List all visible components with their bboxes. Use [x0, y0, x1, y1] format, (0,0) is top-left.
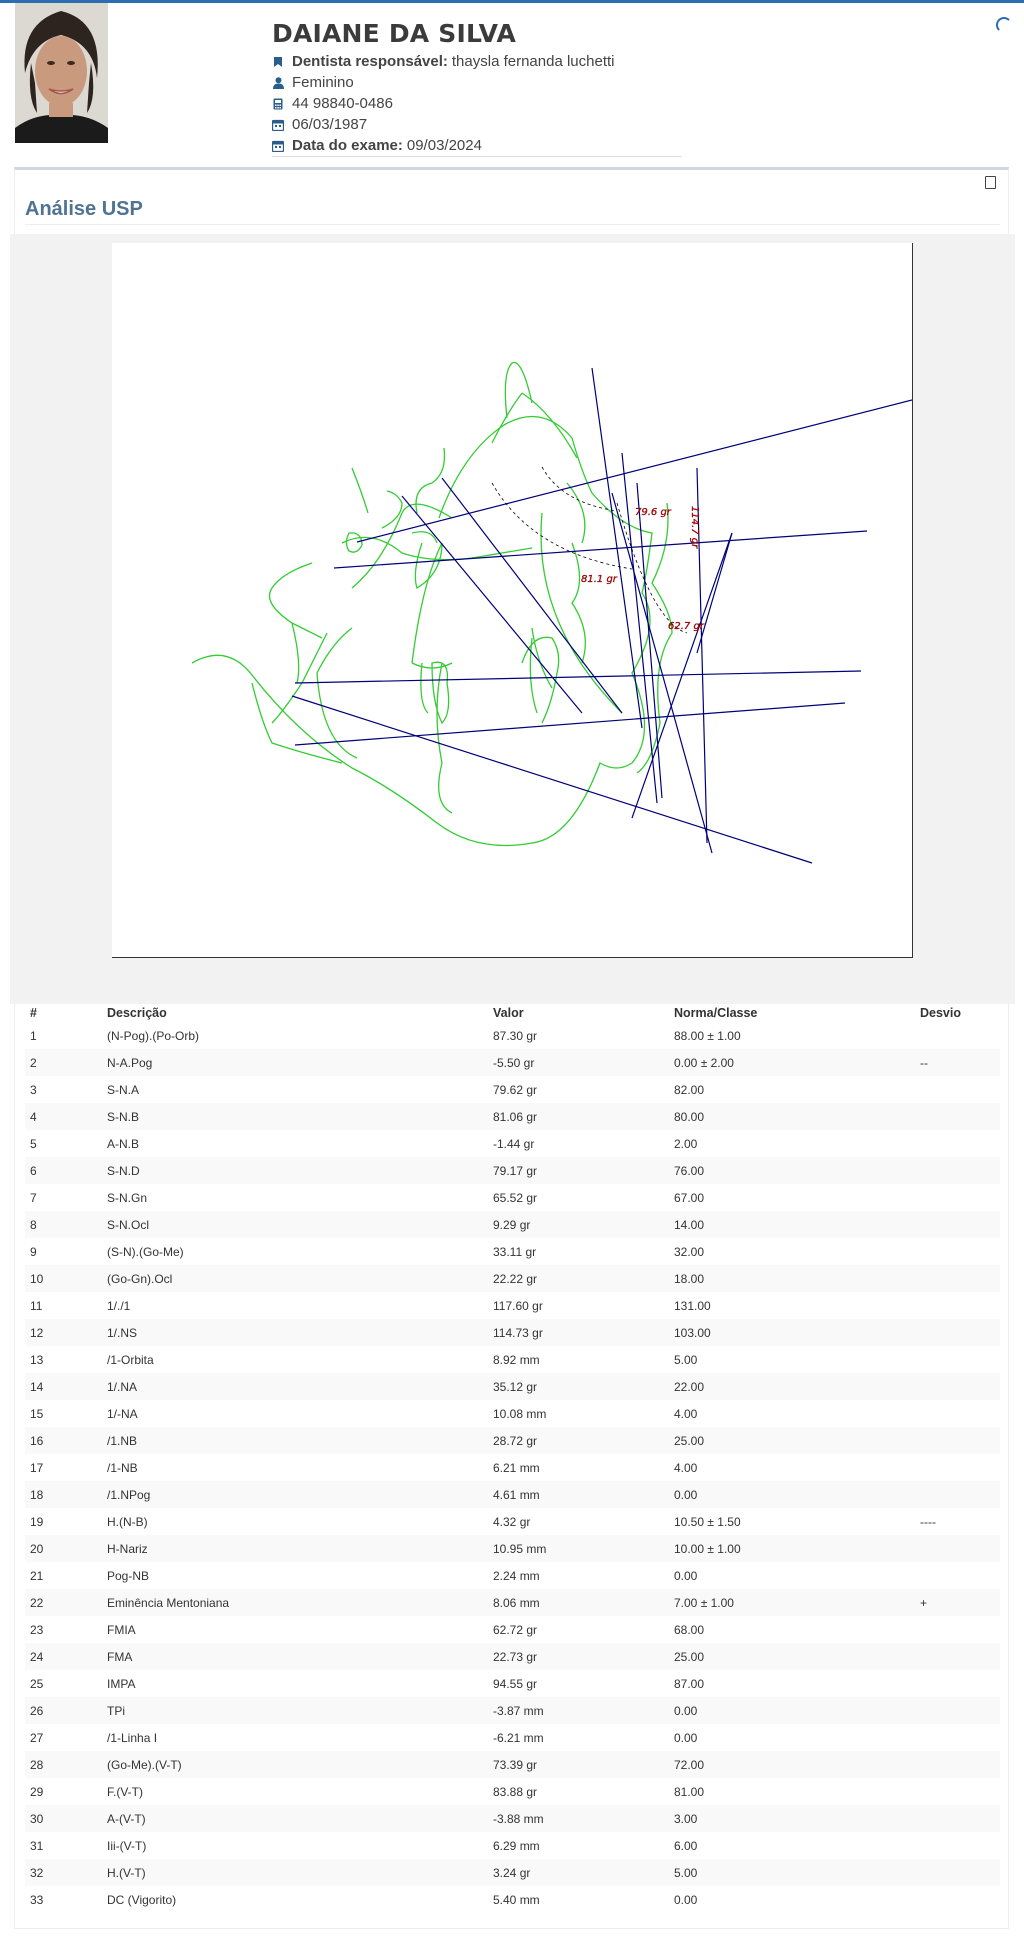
- cell-value: 8.92 mm: [493, 1352, 540, 1367]
- cell-norm: 80.00: [669, 1103, 915, 1130]
- cell-description: (S-N).(Go-Me): [107, 1244, 184, 1259]
- cell-description: FMIA: [107, 1622, 136, 1637]
- cell-number: 32: [25, 1859, 102, 1886]
- table-row: [25, 1724, 1000, 1751]
- cell-value: 79.17 gr: [488, 1157, 669, 1184]
- cell-description: IMPA: [107, 1676, 136, 1691]
- cell-number: 9: [30, 1244, 37, 1259]
- cephalometric-tracing: [112, 243, 912, 957]
- cell-number: 31: [30, 1838, 44, 1853]
- patient-name: DAIANE DA SILVA: [272, 19, 517, 48]
- table-row: [25, 1805, 1000, 1832]
- column-header-description: Descrição: [107, 1005, 167, 1020]
- table-row: [25, 1103, 1000, 1130]
- cell-value: 114.73 gr: [488, 1319, 669, 1346]
- cell-number: 33: [30, 1892, 44, 1907]
- cell-deviation: [915, 1265, 1000, 1292]
- cell-norm: 0.00: [674, 1892, 698, 1907]
- cell-value: 10.95 mm: [488, 1535, 669, 1562]
- cell-number: 25: [30, 1676, 44, 1691]
- cell-value: 79.62 gr: [493, 1082, 538, 1097]
- cell-norm: 131.00: [674, 1298, 711, 1313]
- cell-value: -1.44 gr: [493, 1136, 535, 1151]
- cell-deviation: [915, 1292, 1000, 1319]
- table-row: [25, 1832, 1000, 1859]
- table-row: [25, 1751, 1000, 1778]
- cell-deviation: [915, 1724, 1000, 1751]
- cell-deviation: [915, 1373, 1000, 1400]
- cell-value: 22.22 gr: [488, 1265, 669, 1292]
- cell-deviation: [915, 1076, 1000, 1103]
- cell-value: 87.30 gr: [493, 1028, 538, 1043]
- cell-description: Pog-NB: [107, 1568, 150, 1583]
- cell-value: -6.21 mm: [493, 1730, 544, 1745]
- exam-label: Data do exame:: [292, 137, 403, 154]
- cell-norm: 72.00: [669, 1751, 915, 1778]
- tracing-contours: [192, 363, 672, 846]
- cell-description: H.(V-T): [102, 1859, 488, 1886]
- cell-description: /1-NB: [107, 1460, 138, 1475]
- cell-deviation: [915, 1616, 1000, 1643]
- cell-value: 81.06 gr: [488, 1103, 669, 1130]
- table-row: [25, 1049, 1000, 1076]
- cell-number: 14: [25, 1373, 102, 1400]
- cell-value: 117.60 gr: [493, 1298, 543, 1313]
- cell-number: 19: [30, 1514, 44, 1529]
- cell-number: 18: [25, 1481, 102, 1508]
- column-header-number: #: [30, 1005, 37, 1020]
- cell-number: 21: [30, 1568, 44, 1583]
- cell-number: 27: [30, 1730, 44, 1745]
- cell-description: Eminência Mentoniana: [102, 1589, 488, 1616]
- cell-number: 6: [25, 1157, 102, 1184]
- birth-date: 06/03/1987: [292, 116, 368, 133]
- calendar-icon: [272, 118, 284, 131]
- cell-number: 15: [30, 1406, 44, 1421]
- cell-deviation: +: [915, 1589, 1000, 1616]
- cell-deviation: [915, 1319, 1000, 1346]
- cell-number: 12: [25, 1319, 102, 1346]
- cell-norm: 6.00: [674, 1838, 698, 1853]
- table-row: [25, 1076, 1000, 1103]
- angle-label: 79.6 gr: [635, 507, 671, 518]
- cell-deviation: [915, 1562, 1000, 1589]
- cell-deviation: [915, 1157, 1000, 1184]
- cell-number: 26: [25, 1697, 102, 1724]
- tracing-lines: [292, 368, 912, 863]
- table-row: [25, 1400, 1000, 1427]
- cell-norm: 18.00: [669, 1265, 915, 1292]
- phone-value: 44 98840-0486: [292, 95, 393, 112]
- cell-deviation: [915, 1454, 1000, 1481]
- table-row: [25, 1454, 1000, 1481]
- cell-deviation: [915, 1643, 1000, 1670]
- cell-description: H-Nariz: [102, 1535, 488, 1562]
- cell-number: 1: [30, 1028, 37, 1043]
- cell-norm: 32.00: [674, 1244, 705, 1259]
- cell-number: 28: [25, 1751, 102, 1778]
- cell-description: /1.NB: [102, 1427, 488, 1454]
- table-row: [25, 1670, 1000, 1697]
- calendar-icon: [272, 139, 284, 152]
- cell-value: 65.52 gr: [493, 1190, 538, 1205]
- cell-description: DC (Vigorito): [107, 1892, 177, 1907]
- cell-description: N-A.Pog: [102, 1049, 488, 1076]
- dentist-label: Dentista responsável:: [292, 53, 448, 70]
- cell-norm: 0.00: [674, 1730, 698, 1745]
- cell-deviation: [915, 1211, 1000, 1238]
- cell-number: 30: [25, 1805, 102, 1832]
- dentist-row: [272, 51, 682, 72]
- cell-number: 8: [25, 1211, 102, 1238]
- cell-description: A-N.B: [107, 1136, 140, 1151]
- cell-value: 35.12 gr: [488, 1373, 669, 1400]
- cell-value: -3.87 mm: [488, 1697, 669, 1724]
- cell-deviation: [915, 1859, 1000, 1886]
- cell-norm: 0.00 ± 2.00: [669, 1049, 915, 1076]
- cell-deviation: [915, 1184, 1000, 1211]
- cell-value: 28.72 gr: [488, 1427, 669, 1454]
- cell-norm: 10.50 ± 1.50: [674, 1514, 741, 1529]
- cell-deviation: [915, 1670, 1000, 1697]
- cell-norm: 68.00: [674, 1622, 705, 1637]
- cell-value: 5.40 mm: [493, 1892, 540, 1907]
- cell-norm: 5.00: [669, 1859, 915, 1886]
- column-header-value: Valor: [493, 1005, 524, 1020]
- cell-norm: 82.00: [674, 1082, 705, 1097]
- table-row: [25, 1589, 1000, 1616]
- cell-deviation: [915, 1535, 1000, 1562]
- cell-deviation: [915, 1130, 1000, 1157]
- cell-deviation: [915, 1481, 1000, 1508]
- table-row: [25, 1481, 1000, 1508]
- dentist-value: thaysla fernanda luchetti: [451, 53, 615, 70]
- phone-row: [272, 93, 682, 114]
- cell-description: 1/./1: [107, 1298, 131, 1313]
- cell-description: S-N.D: [102, 1157, 488, 1184]
- table-row: [25, 1184, 1000, 1211]
- cell-description: H.(N-B): [107, 1514, 148, 1529]
- cell-value: 8.06 mm: [488, 1589, 669, 1616]
- cell-description: F.(V-T): [107, 1784, 143, 1799]
- exam-row: [272, 135, 682, 156]
- results-table: [25, 1003, 1000, 1913]
- table-row: [25, 1157, 1000, 1184]
- cell-norm: 2.00: [674, 1136, 698, 1151]
- cell-number: 16: [25, 1427, 102, 1454]
- cell-description: 1/.NA: [102, 1373, 488, 1400]
- cell-number: 10: [25, 1265, 102, 1292]
- cell-description: 1/.NS: [102, 1319, 488, 1346]
- cell-norm: 22.00: [669, 1373, 915, 1400]
- cell-description: /1-Orbita: [107, 1352, 154, 1367]
- table-row: [25, 1265, 1000, 1292]
- column-header-norm: Norma/Classe: [674, 1005, 758, 1020]
- cell-description: (Go-Gn).Ocl: [102, 1265, 488, 1292]
- cell-value: 94.55 gr: [493, 1676, 538, 1691]
- cell-description: A-(V-T): [102, 1805, 488, 1832]
- table-row: [25, 1373, 1000, 1400]
- panel-title: Análise USP: [25, 198, 143, 220]
- cell-value: 2.24 mm: [493, 1568, 540, 1583]
- table-row: [25, 1859, 1000, 1886]
- cell-number: 17: [30, 1460, 44, 1475]
- table-row: [25, 1427, 1000, 1454]
- tracing-canvas: [112, 243, 913, 958]
- cell-value: 33.11 gr: [493, 1244, 537, 1259]
- cell-number: 3: [30, 1082, 37, 1097]
- cell-number: 5: [30, 1136, 37, 1151]
- cell-description: 1/-NA: [107, 1406, 138, 1421]
- table-row: [25, 1697, 1000, 1724]
- cell-deviation: [915, 1697, 1000, 1724]
- table-row: [25, 1022, 1000, 1049]
- cell-number: 24: [25, 1643, 102, 1670]
- cell-number: 2: [25, 1049, 102, 1076]
- table-row: [25, 1643, 1000, 1670]
- cell-norm: 25.00: [669, 1643, 915, 1670]
- angle-label: 81.1 gr: [581, 574, 617, 585]
- column-header-deviation: Desvio: [920, 1005, 961, 1020]
- note-icon[interactable]: [985, 176, 996, 189]
- cell-description: S-N.A: [107, 1082, 140, 1097]
- cell-norm: 0.00: [674, 1568, 698, 1583]
- cell-description: FMA: [102, 1643, 488, 1670]
- results-body: [25, 1022, 1000, 1913]
- cell-deviation: --: [915, 1049, 1000, 1076]
- cell-value: 22.73 gr: [488, 1643, 669, 1670]
- cell-description: (Go-Me).(V-T): [102, 1751, 488, 1778]
- cell-number: 22: [25, 1589, 102, 1616]
- cell-number: 23: [30, 1622, 44, 1637]
- cell-value: 9.29 gr: [488, 1211, 669, 1238]
- table-row: [25, 1346, 1000, 1373]
- cell-value: 6.21 mm: [493, 1460, 540, 1475]
- cell-norm: 87.00: [674, 1676, 705, 1691]
- cell-description: (N-Pog).(Po-Orb): [107, 1028, 200, 1043]
- cell-value: 4.32 gr: [493, 1514, 531, 1529]
- cell-value: 3.24 gr: [488, 1859, 669, 1886]
- header-divider: [272, 156, 682, 157]
- phone-icon: [272, 97, 284, 110]
- cell-norm: 14.00: [669, 1211, 915, 1238]
- cell-description: /1.NPog: [102, 1481, 488, 1508]
- title-divider: [25, 224, 1000, 225]
- cell-value: 10.08 mm: [493, 1406, 547, 1421]
- tracing-area: [10, 234, 1015, 1004]
- cell-value: 4.61 mm: [488, 1481, 669, 1508]
- cell-norm: 0.00: [669, 1697, 915, 1724]
- patient-header: [272, 19, 682, 156]
- cell-deviation: [915, 1778, 1000, 1805]
- cell-value: 62.72 gr: [493, 1622, 538, 1637]
- cell-norm: 4.00: [674, 1460, 698, 1475]
- cell-deviation: [915, 1103, 1000, 1130]
- cell-norm: 67.00: [674, 1190, 705, 1205]
- table-header-row: [25, 1003, 1000, 1022]
- cell-norm: 103.00: [669, 1319, 915, 1346]
- cell-norm: 81.00: [674, 1784, 705, 1799]
- table-row: [25, 1778, 1000, 1805]
- cell-number: 13: [30, 1352, 44, 1367]
- gender-row: [272, 72, 682, 93]
- cell-deviation: [915, 1832, 1000, 1859]
- angle-label: 62.7 gr: [668, 621, 704, 632]
- cell-norm: 0.00: [669, 1481, 915, 1508]
- exam-date: 09/03/2024: [406, 137, 482, 154]
- cell-description: Iii-(V-T): [107, 1838, 147, 1853]
- cell-number: 20: [25, 1535, 102, 1562]
- spinner-icon: [996, 17, 1012, 33]
- cell-deviation: [915, 1427, 1000, 1454]
- table-row: [25, 1616, 1000, 1643]
- cell-norm: 5.00: [674, 1352, 698, 1367]
- cell-norm: 3.00: [669, 1805, 915, 1832]
- cell-deviation: [915, 1238, 1000, 1265]
- cell-number: 4: [25, 1103, 102, 1130]
- cell-deviation: [915, 1886, 1000, 1913]
- cell-norm: 10.00 ± 1.00: [669, 1535, 915, 1562]
- cell-value: 83.88 gr: [493, 1784, 538, 1799]
- cell-description: S-N.Gn: [107, 1190, 148, 1205]
- table-row: [25, 1238, 1000, 1265]
- cell-deviation: ----: [920, 1514, 936, 1529]
- gender-value: Feminino: [292, 74, 354, 91]
- cell-value: -5.50 gr: [488, 1049, 669, 1076]
- cell-norm: 4.00: [674, 1406, 698, 1421]
- cell-value: 73.39 gr: [488, 1751, 669, 1778]
- cell-number: 29: [30, 1784, 44, 1799]
- cell-norm: 76.00: [669, 1157, 915, 1184]
- angle-label: 114.7 gr: [689, 506, 700, 549]
- table-row: [25, 1886, 1000, 1913]
- table-row: [25, 1319, 1000, 1346]
- table-row: [25, 1508, 1000, 1535]
- cell-description: S-N.Ocl: [102, 1211, 488, 1238]
- cell-deviation: [915, 1022, 1000, 1049]
- cell-description: TPi: [102, 1697, 488, 1724]
- table-row: [25, 1211, 1000, 1238]
- cell-number: 11: [30, 1298, 43, 1313]
- table-row: [25, 1292, 1000, 1319]
- user-icon: [272, 76, 284, 89]
- cell-deviation: [915, 1346, 1000, 1373]
- cell-deviation: [915, 1805, 1000, 1832]
- table-row: [25, 1562, 1000, 1589]
- patient-photo-image: [15, 3, 108, 143]
- patient-photo: [15, 3, 108, 143]
- table-row: [25, 1535, 1000, 1562]
- cell-norm: 88.00 ± 1.00: [674, 1028, 741, 1043]
- birth-row: [272, 114, 682, 135]
- cell-value: 6.29 mm: [493, 1838, 540, 1853]
- cell-description: /1-Linha I: [107, 1730, 158, 1745]
- angle-labels: [581, 506, 705, 632]
- cell-number: 7: [30, 1190, 37, 1205]
- tooth-icon: [272, 55, 284, 68]
- table-row: [25, 1130, 1000, 1157]
- cell-deviation: [915, 1400, 1000, 1427]
- cell-norm: 7.00 ± 1.00: [669, 1589, 915, 1616]
- cell-norm: 25.00: [669, 1427, 915, 1454]
- cell-description: S-N.B: [102, 1103, 488, 1130]
- cell-deviation: [915, 1751, 1000, 1778]
- cell-value: -3.88 mm: [488, 1805, 669, 1832]
